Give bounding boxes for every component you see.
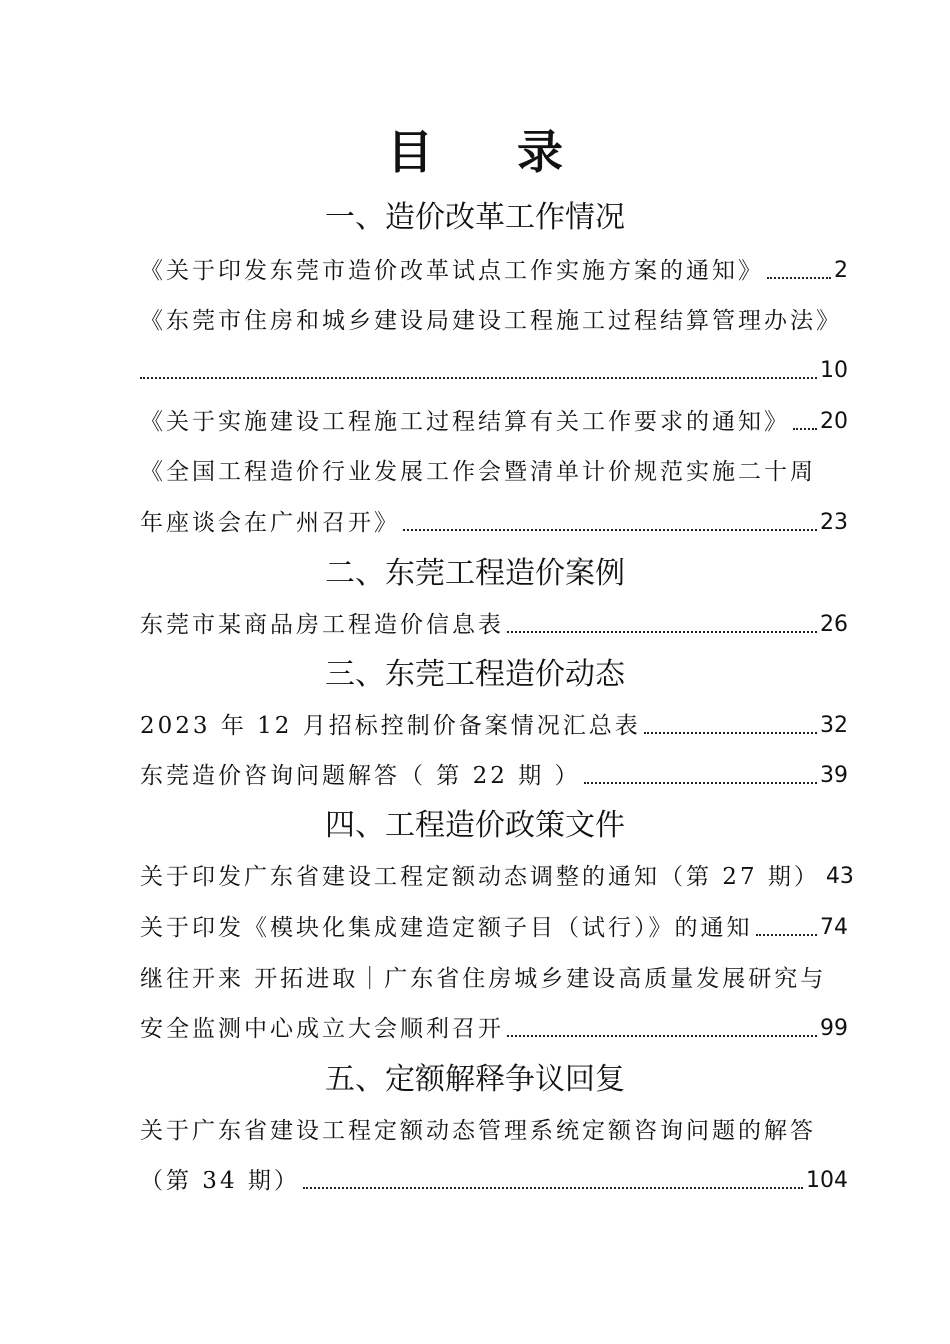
dot-leader [507, 608, 817, 642]
toc-entry-page: 74 [820, 915, 848, 940]
toc-entry-page: 99 [820, 1016, 848, 1041]
toc-entry[interactable] [140, 1164, 848, 1198]
toc-entry-page: 20 [820, 409, 848, 434]
toc-entry-title: （第 34 期） [140, 1168, 300, 1194]
section-heading-1: 一、造价改革工作情况 [325, 200, 625, 235]
toc-entry-page: 26 [820, 612, 848, 637]
dot-leader [644, 709, 817, 743]
toc-entry-title: 2023 年 12 月招标控制价备案情况汇总表 [140, 713, 641, 739]
dot-leader [767, 254, 831, 288]
dot-leader [584, 759, 817, 793]
toc-entry[interactable] [140, 860, 854, 894]
toc-entry-line1[interactable]: 关于广东省建设工程定额动态管理系统定额咨询问题的解答 [140, 1118, 816, 1144]
toc-entry-title: 关于印发广东省建设工程定额动态调整的通知（第 27 期） [140, 864, 820, 890]
section-heading-5: 五、定额解释争议回复 [325, 1062, 625, 1097]
toc-entry[interactable] [140, 1012, 848, 1046]
toc-entry-page: 23 [820, 510, 848, 535]
toc-entry[interactable] [140, 506, 848, 540]
toc-entry-page: 43 [825, 864, 854, 889]
toc-entry[interactable] [140, 911, 848, 945]
toc-entry-page: 2 [834, 258, 848, 283]
toc-entry-title: 安全监测中心成立大会顺利召开 [140, 1016, 504, 1042]
toc-entry-title: 年座谈会在广州召开》 [140, 510, 400, 536]
section-heading-3: 三、东莞工程造价动态 [325, 657, 625, 692]
toc-entry-page: 104 [806, 1168, 848, 1193]
toc-entry-page: 10 [820, 358, 848, 383]
dot-leader [140, 354, 817, 388]
toc-entry[interactable] [140, 254, 848, 288]
toc-entry-title: 关于印发《模块化集成建造定额子目（试行）》的通知 [140, 915, 753, 941]
dot-leader [403, 506, 817, 540]
toc-entry[interactable] [140, 354, 848, 388]
toc-entry[interactable] [140, 608, 848, 642]
dot-leader [303, 1164, 803, 1198]
toc-entry-line1[interactable]: 《东莞市住房和城乡建设局建设工程施工过程结算管理办法》 [140, 308, 842, 334]
toc-entry-title: 东莞造价咨询问题解答（ 第 22 期 ） [140, 763, 581, 789]
dot-leader [507, 1012, 817, 1046]
dot-leader [756, 911, 818, 945]
toc-entry-title: 《关于印发东莞市造价改革试点工作实施方案的通知》 [140, 258, 764, 284]
toc-entry-page: 32 [820, 713, 848, 738]
toc-entry-line1[interactable]: 继往开来 开拓进取｜广东省住房城乡建设高质量发展研究与 [140, 966, 827, 992]
toc-entry-page: 39 [820, 763, 848, 788]
dot-leader [793, 405, 817, 439]
toc-entry-title: 东莞市某商品房工程造价信息表 [140, 612, 504, 638]
page-title: 目 录 [386, 125, 597, 179]
toc-entry[interactable] [140, 709, 848, 743]
toc-entry-title: 《关于实施建设工程施工过程结算有关工作要求的通知》 [140, 409, 790, 435]
section-heading-2: 二、东莞工程造价案例 [325, 556, 625, 591]
section-heading-4: 四、工程造价政策文件 [325, 808, 625, 843]
toc-entry[interactable] [140, 405, 848, 439]
toc-entry[interactable] [140, 759, 848, 793]
toc-entry-line1[interactable]: 《全国工程造价行业发展工作会暨清单计价规范实施二十周 [140, 459, 816, 485]
